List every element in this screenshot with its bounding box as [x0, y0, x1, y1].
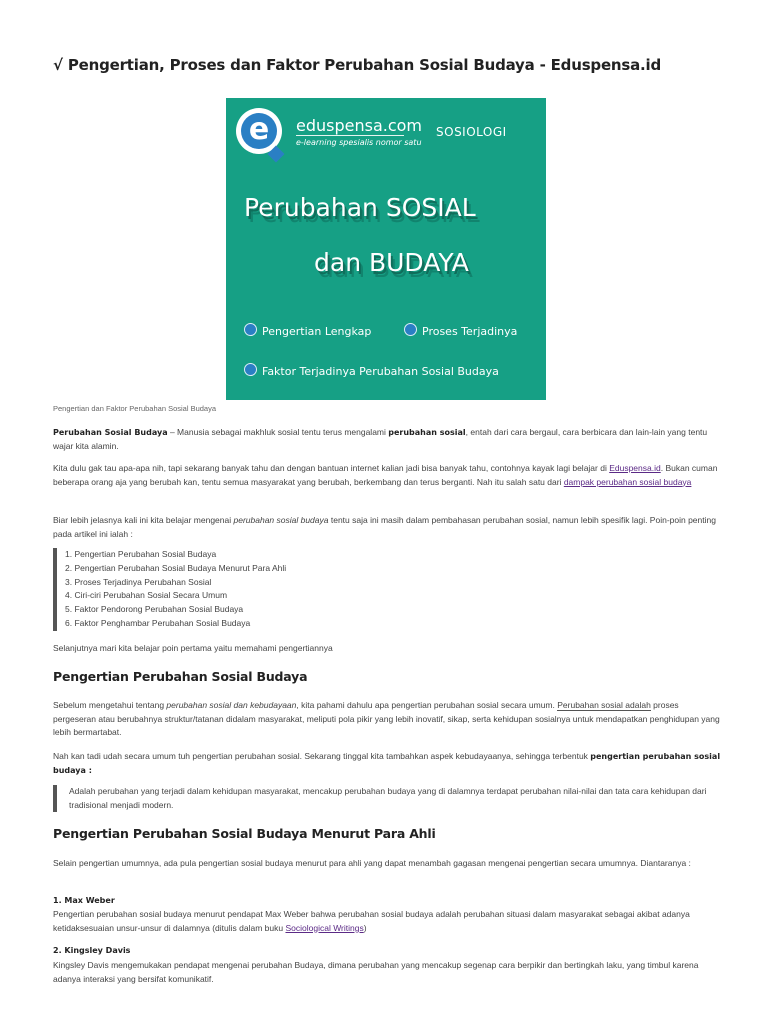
hero-subject: SOSIOLOGI	[436, 125, 507, 139]
intro-term: Perubahan Sosial Budaya	[53, 428, 168, 437]
logo-letter: e	[241, 113, 277, 149]
intro-bold-term: perubahan sosial	[388, 428, 466, 437]
paragraph-2	[53, 462, 723, 489]
paragraph-4: Selanjutnya mari kita belajar poin pertama yaitu memahami pengertiannya	[53, 643, 333, 653]
section-1-paragraph-1	[53, 699, 723, 740]
hero-headline-2: dan BUDAYA	[314, 248, 469, 277]
toc-item: 1. Pengertian Perubahan Sosial Budaya	[65, 549, 217, 559]
sociological-writings-link[interactable]: Sociological Writings	[285, 922, 364, 933]
hero-bullet-2	[404, 323, 517, 338]
expert-1-name: 1. Max Weber	[53, 896, 115, 905]
p3-text-1: Biar lebih jelasnya kali ini kita belajar mengenai	[53, 515, 234, 525]
hero-bullet-3-label: Faktor Terjadinya Perubahan Sosial Budaya	[262, 365, 499, 378]
dampak-link[interactable]: dampak perubahan sosial budaya	[563, 476, 692, 487]
p2-text-1: Kita dulu gak tau apa-apa nih, tapi sekarang banyak tahu dan dengan bantuan internet kalian jadi bisa banyak tahu, contohnya kayak lagi belajar di	[53, 463, 610, 473]
s1-p2-text: Nah kan tadi udah secara umum tuh pengertian perubahan sosial. Sekarang tinggal kita tambahkan aspek kebudayaanya, sehingga terbentuk	[53, 751, 591, 761]
e1-text-1: Pengertian perubahan sosial budaya menurut pendapat Max Weber bahwa perubahan sosial budaya adalah perubahan situasi dalam masyarakat sebagai akibat adanya ketidaksesuaian unsur-unsur di dalamnya (ditulis dalam buku	[53, 909, 690, 933]
eduspensa-link[interactable]: Eduspensa.id	[609, 463, 661, 473]
table-of-contents	[53, 548, 665, 631]
bullet-dot-icon	[244, 363, 257, 376]
e1-text-2: )	[363, 922, 367, 933]
eduspensa-logo	[236, 108, 282, 154]
expert-2-text: Kingsley Davis mengemukakan pendapat mengenai perubahan Budaya, dimana perubahan yang mencakup segenap cara berpikir dan bertingkah laku, yang timbul karena adanya interaksi yang bersifat komunikatif.	[53, 960, 699, 984]
hero-bullet-2-label: Proses Terjadinya	[422, 325, 518, 338]
s1-text-3: proses pergeseran atau berubahnya struktur/tatanan didalam masyarakat, meliputi pola pikir yang lebih inovatif, sikap, serta kehidupan sosialnya untuk mendapatkan penghidupan yang lebih bermartabat.	[53, 700, 720, 737]
p3-text-2: tentu saja ini masih dalam pembahasan perubahan sosial, namun lebih spesifik lagi. Poin-poin penting pada artikel ini ialah :	[53, 515, 716, 539]
paragraph-3	[53, 514, 723, 541]
toc-item: 2. Pengertian Perubahan Sosial Budaya Menurut Para Ahli	[65, 562, 287, 573]
section-2-heading: Pengertian Perubahan Sosial Budaya Menurut Para Ahli	[53, 826, 436, 841]
hero-tagline: e-learning spesialis nomor satu	[296, 138, 422, 147]
intro-paragraph	[53, 426, 723, 453]
intro-text-1: – Manusia sebagai makhluk sosial tentu terus mengalami	[167, 427, 389, 437]
s1-p2-bold: pengertian perubahan sosial budaya :	[53, 752, 721, 775]
hero-bullet-1-label: Pengertian Lengkap	[262, 325, 372, 338]
section-2-intro: Selain pengertian umumnya, ada pula pengertian sosial budaya menurut para ahli yang dapat menambah gagasan mengenai pengertian secara umumnya. Diantaranya :	[53, 858, 691, 868]
definition-quote: Adalah perubahan yang terjadi dalam kehidupan masyarakat, mencakup perubahan budaya yang di dalamnya terdapat perubahan nilai-nilai dan tata cara kehidupan dari tradisional menjadi modern.	[53, 785, 729, 812]
hero-bullet-3	[244, 363, 499, 378]
bullet-dot-icon	[404, 323, 417, 336]
expert-2-name: 2. Kingsley Davis	[53, 946, 131, 955]
p3-italic: perubahan sosial budaya	[233, 515, 329, 525]
hero-headline-1: Perubahan SOSIAL	[244, 193, 476, 222]
toc-item: 3. Proses Terjadinya Perubahan Sosial	[65, 576, 212, 587]
intro-text-2: , entah dari cara bergaul, cara berbicara dan lain-lain yang tentu wajar kita alamin.	[53, 427, 708, 451]
image-caption: Pengertian dan Faktor Perubahan Sosial Budaya	[53, 404, 217, 413]
logo-tail	[268, 146, 285, 163]
p2-text-2: . Bukan cuman beberapa orang aja yang berubah kan, tentu semua masyarakat yang berubah, berkembang dan terus berganti. Nah itu salah satu dari	[53, 463, 718, 487]
hero-brand: eduspensa.com	[296, 116, 423, 135]
s1-italic: perubahan sosial dan kebudayaan	[166, 700, 297, 710]
expert-1-text	[53, 908, 723, 935]
perubahan-sosial-link[interactable]: Perubahan sosial adalah	[557, 700, 651, 710]
toc-item: 6. Faktor Penghambar Perubahan Sosial Budaya	[65, 617, 251, 628]
toc-item: 4. Ciri-ciri Perubahan Sosial Secara Umum	[65, 590, 228, 601]
section-1-heading: Pengertian Perubahan Sosial Budaya	[53, 669, 308, 684]
toc-item: 5. Faktor Pendorong Perubahan Sosial Budaya	[65, 604, 244, 615]
bullet-dot-icon	[244, 323, 257, 336]
brand-underline	[296, 135, 404, 136]
hero-bullet-1	[244, 323, 371, 338]
hero-image	[226, 98, 546, 400]
section-1-paragraph-2	[53, 750, 723, 777]
s1-text-1: Sebelum mengetahui tentang	[53, 700, 167, 710]
page-title: √ Pengertian, Proses dan Faktor Perubahan Sosial Budaya - Eduspensa.id	[53, 56, 662, 74]
s1-text-2: , kita pahami dahulu apa pengertian perubahan sosial secara umum.	[296, 700, 558, 710]
